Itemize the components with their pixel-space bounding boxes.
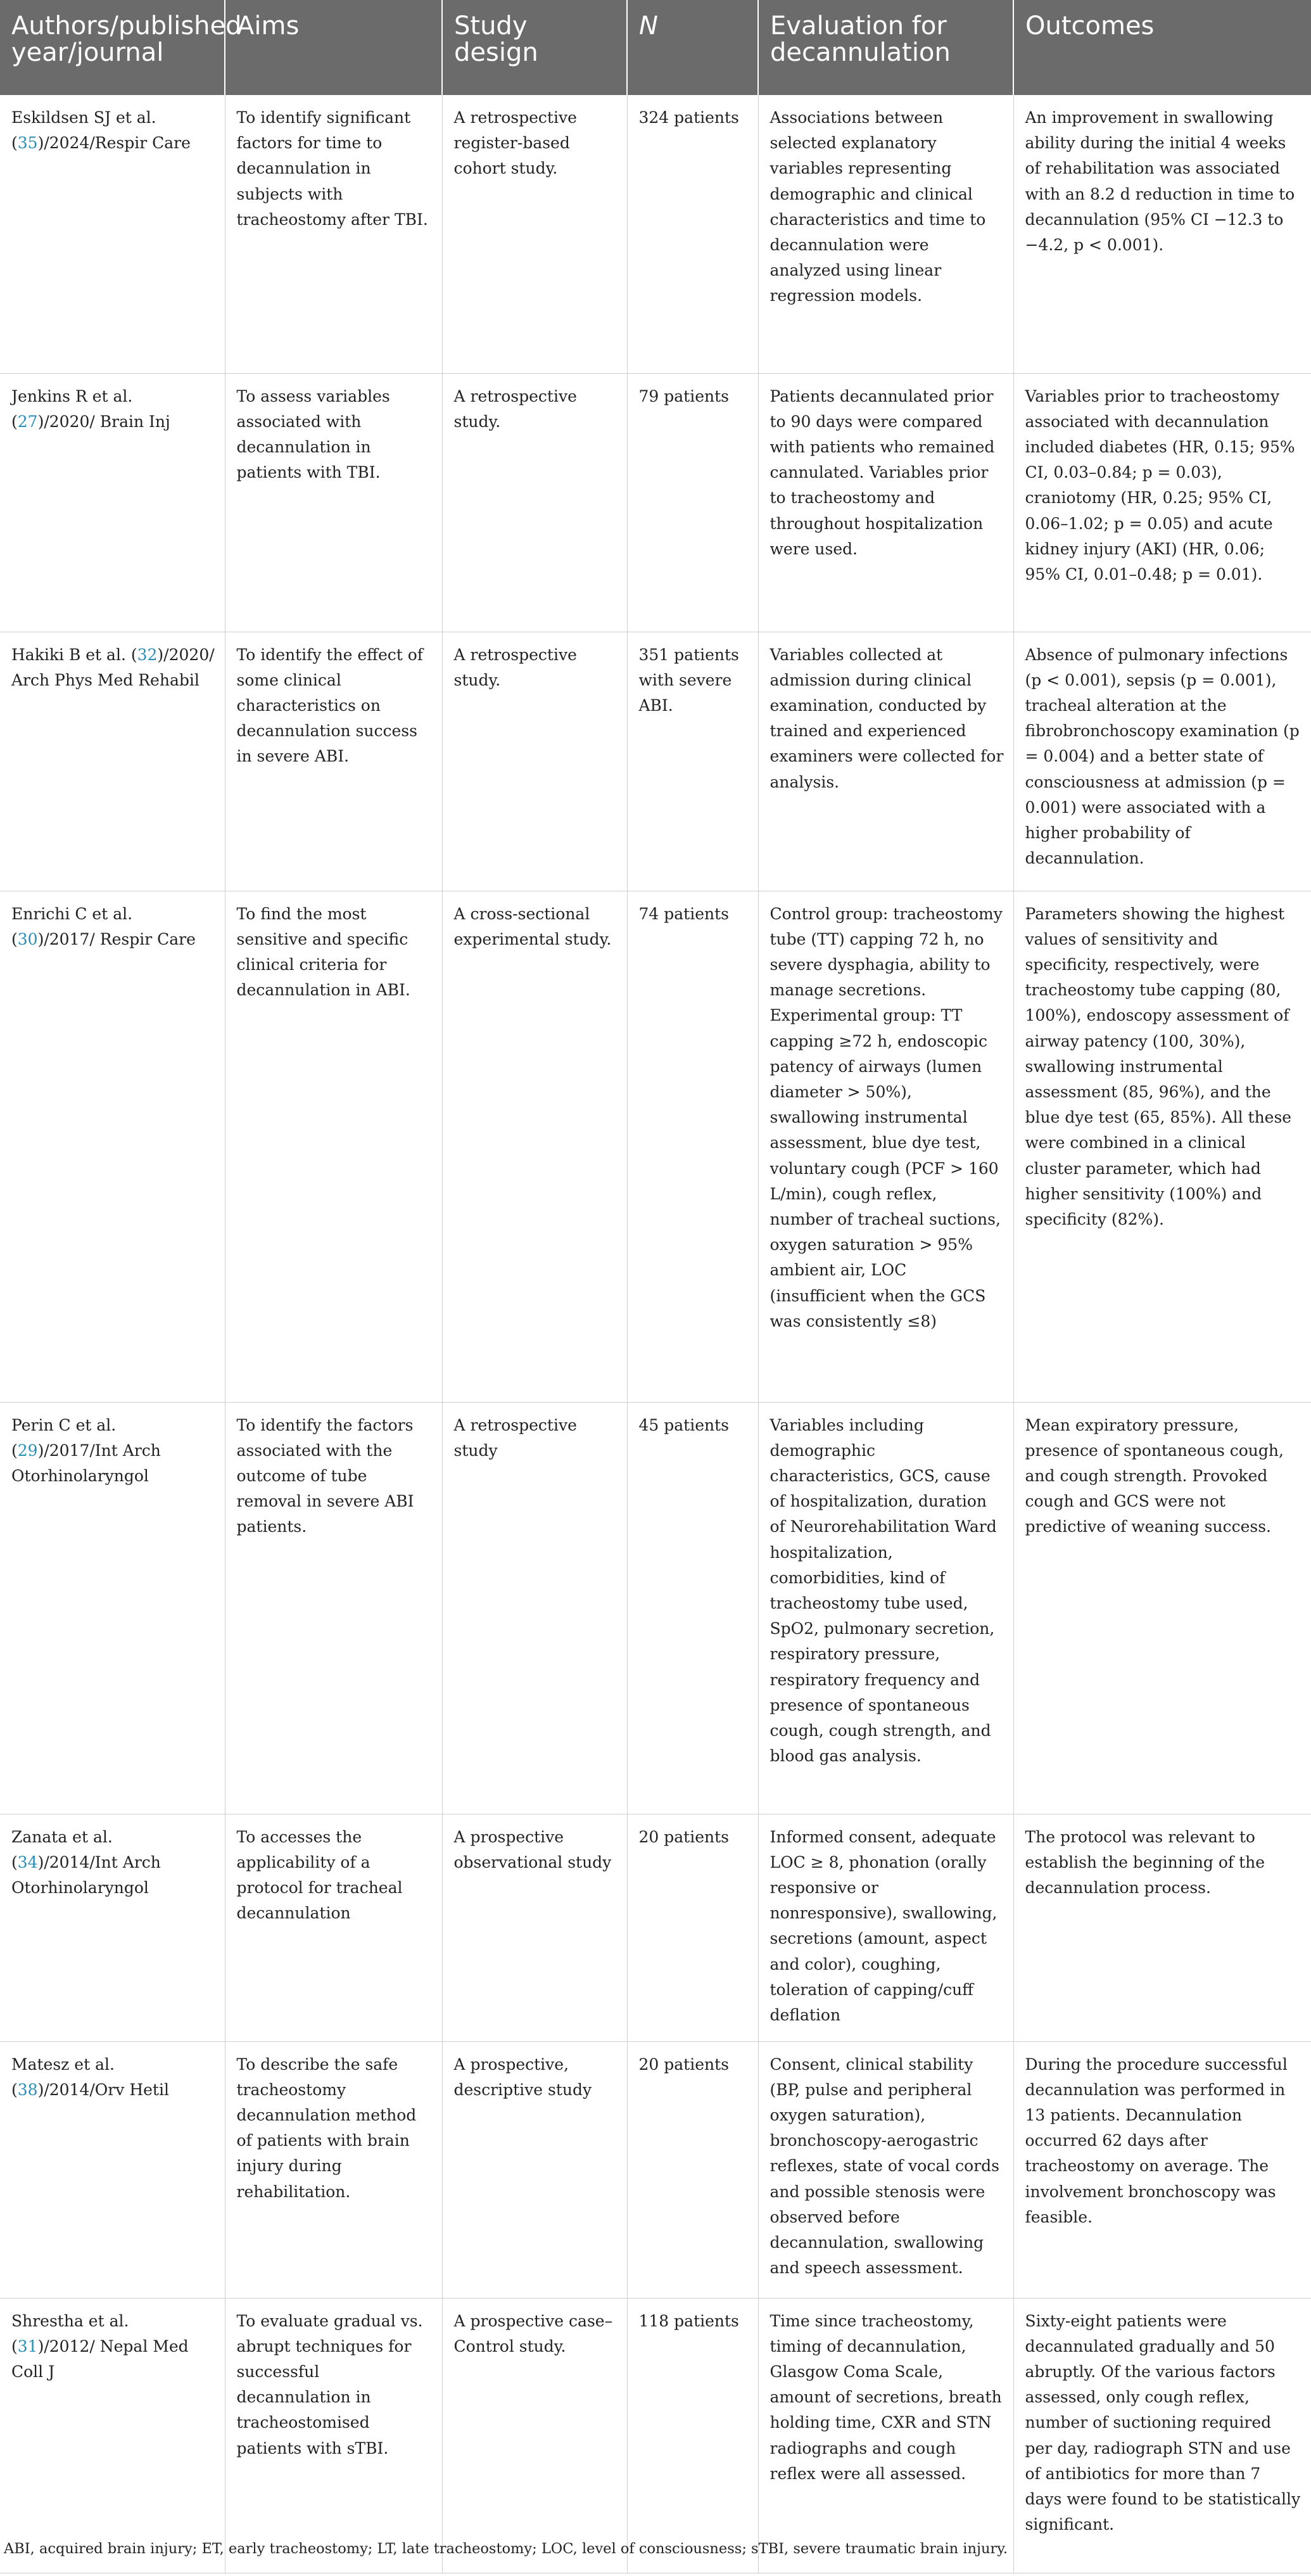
evaluation-cell: Variables including demographic characteristics, GCS, cause of hospitalization, duration of Neurorehabilitation Ward hospitalization, comorbidities, kind of tracheostomy tube used, SpO2, pulmonary secretion, respiratory pressure, respiratory frequency and presence of spontaneous cough, cough strength, and blood gas analysis. xyxy=(758,1402,1013,1814)
evaluation-cell: Variables collected at admission during clinical examination, conducted by trained and experienced examiners were collected for analysis. xyxy=(758,632,1013,891)
table-row xyxy=(0,2041,1311,2298)
reference-link[interactable]: 32 xyxy=(137,645,158,664)
aims-cell: To identify significant factors for time to decannulation in subjects with tracheostomy after TBI. xyxy=(225,95,442,373)
header-n: N xyxy=(627,0,758,95)
n-cell: 118 patients xyxy=(627,2298,758,2573)
design-cell: A retrospective register-based cohort study. xyxy=(442,95,627,373)
author-text-pre: Jenkins R et al. ( xyxy=(11,386,133,431)
author-text-post: )/2014/Orv Hetil xyxy=(37,2080,169,2099)
design-cell: A cross-sectional experimental study. xyxy=(442,891,627,1402)
reference-link[interactable]: 30 xyxy=(17,929,38,948)
author-text-pre: Zanata et al. ( xyxy=(11,1827,113,1871)
header-study-design: Study design xyxy=(442,0,627,95)
author-cell xyxy=(0,373,225,632)
author-cell xyxy=(0,2041,225,2298)
table-row xyxy=(0,2298,1311,2573)
n-cell: 74 patients xyxy=(627,891,758,1402)
outcomes-cell: Parameters showing the highest values of sensitivity and specificity, respectively, were tracheostomy tube capping (80, 100%), endoscopy assessment of airway patency (100, 30%), swallowing instrumental assessment (85, 96%), and the blue dye test (65, 85%). All these were combined in a clinical cluster parameter, which had higher sensitivity (100%) and specificity (82%). xyxy=(1013,891,1311,1402)
reference-link[interactable]: 31 xyxy=(17,2337,38,2356)
outcomes-cell: Mean expiratory pressure, presence of spontaneous cough, and cough strength. Provoked cough and GCS were not predictive of weaning success. xyxy=(1013,1402,1311,1814)
author-text-post: )/2017/Int Arch Otorhinolaryngol xyxy=(11,1441,161,1485)
table-row xyxy=(0,373,1311,632)
outcomes-cell: Variables prior to tracheostomy associated with decannulation included diabetes (HR, 0.15; 95% CI, 0.03–0.84; p = 0.03), craniotomy (HR, 0.25; 95% CI, 0.06–1.02; p = 0.05) and acute kidney injury (AKI) (HR, 0.06; 95% CI, 0.01–0.48; p = 0.01). xyxy=(1013,373,1311,632)
table-footnote: ABI, acquired brain injury; ET, early tracheostomy; LT, late tracheostomy; LOC, level of consciousness; sTBI, severe traumatic brain injury. xyxy=(4,2541,1008,2557)
outcomes-cell: During the procedure successful decannulation was performed in 13 patients. Decannulation occurred 62 days after tracheostomy on average. The involvement bronchoscopy was feasible. xyxy=(1013,2041,1311,2298)
aims-cell: To assess variables associated with decannulation in patients with TBI. xyxy=(225,373,442,632)
author-text-post: )/2020/ Arch Phys Med Rehabil xyxy=(11,645,215,689)
author-cell xyxy=(0,891,225,1402)
reference-link[interactable]: 29 xyxy=(17,1441,38,1460)
author-text-pre: Shrestha et al. ( xyxy=(11,2311,129,2356)
evaluation-cell: Control group: tracheostomy tube (TT) capping 72 h, no severe dysphagia, ability to manage secretions. Experimental group: TT capping ≥72 h, endoscopic patency of airways (lumen diameter > 50%), swallowing instrumental assessment, blue dye test, voluntary cough (PCF > 160 L/min), cough reflex, number of tracheal suctions, oxygen saturation > 95% ambient air, LOC (insufficient when the GCS was consistently ≤8) xyxy=(758,891,1013,1402)
table-row xyxy=(0,632,1311,891)
design-cell: A retrospective study. xyxy=(442,373,627,632)
author-text-pre: Perin C et al. ( xyxy=(11,1415,117,1460)
table-row xyxy=(0,891,1311,1402)
table-body xyxy=(0,95,1311,2573)
author-text-pre: Enrichi C et al. ( xyxy=(11,904,133,948)
author-text-pre: Eskildsen SJ et al. ( xyxy=(11,108,156,153)
evaluation-cell: Associations between selected explanatory variables representing demographic and clinical characteristics and time to decannulation were analyzed using linear regression models. xyxy=(758,95,1013,373)
aims-cell: To evaluate gradual vs. abrupt techniques for successful decannulation in tracheostomised patients with sTBI. xyxy=(225,2298,442,2573)
reference-link[interactable]: 38 xyxy=(17,2080,38,2099)
table-header xyxy=(0,0,1311,95)
n-cell: 324 patients xyxy=(627,95,758,373)
outcomes-cell: An improvement in swallowing ability during the initial 4 weeks of rehabilitation was associated with an 8.2 d reduction in time to decannulation (95% CI −12.3 to −4.2, p < 0.001). xyxy=(1013,95,1311,373)
header-aims: Aims xyxy=(225,0,442,95)
evaluation-cell: Consent, clinical stability (BP, pulse and peripheral oxygen saturation), bronchoscopy-aerogastric reflexes, state of vocal cords and possible stenosis were observed before decannulation, swallowing and speech assessment. xyxy=(758,2041,1013,2298)
outcomes-cell: The protocol was relevant to establish the beginning of the decannulation process. xyxy=(1013,1814,1311,2041)
author-text-post: )/2017/ Respir Care xyxy=(37,929,196,948)
reference-link[interactable]: 35 xyxy=(17,134,38,153)
header-authors: Authors/published year/journal xyxy=(0,0,225,95)
aims-cell: To accesses the applicability of a protocol for tracheal decannulation xyxy=(225,1814,442,2041)
n-cell: 45 patients xyxy=(627,1402,758,1814)
design-cell: A retrospective study xyxy=(442,1402,627,1814)
evaluation-cell: Informed consent, adequate LOC ≥ 8, phonation (orally responsive or nonresponsive), swallowing, secretions (amount, aspect and color), coughing, toleration of capping/cuff deflation xyxy=(758,1814,1013,2041)
reference-link[interactable]: 27 xyxy=(17,412,38,431)
design-cell: A prospective case–Control study. xyxy=(442,2298,627,2573)
author-cell xyxy=(0,1402,225,1814)
evaluation-cell: Time since tracheostomy, timing of decannulation, Glasgow Coma Scale, amount of secretions, breath holding time, CXR and STN radiographs and cough reflex were all assessed. xyxy=(758,2298,1013,2573)
author-text-post: )/2024/Respir Care xyxy=(37,134,191,153)
outcomes-cell: Sixty-eight patients were decannulated gradually and 50 abruptly. Of the various factors assessed, only cough reflex, number of suctioning required per day, radiograph STN and use of antibiotics for more than 7 days were found to be statistically significant. xyxy=(1013,2298,1311,2573)
aims-cell: To describe the safe tracheostomy decannulation method of patients with brain injury during rehabilitation. xyxy=(225,2041,442,2298)
n-cell: 20 patients xyxy=(627,2041,758,2298)
aims-cell: To find the most sensitive and specific clinical criteria for decannulation in ABI. xyxy=(225,891,442,1402)
header-evaluation: Evaluation for decannulation xyxy=(758,0,1013,95)
author-text-post: )/2014/Int Arch Otorhinolaryngol xyxy=(11,1852,161,1897)
author-text-post: )/2012/ Nepal Med Coll J xyxy=(11,2337,189,2381)
author-cell xyxy=(0,95,225,373)
author-cell xyxy=(0,2298,225,2573)
outcomes-cell: Absence of pulmonary infections (p < 0.001), sepsis (p = 0.001), tracheal alteration at the fibrobronchoscopy examination (p = 0.004) and a better state of consciousness at admission (p = 0.001) were associated with a higher probability of decannulation. xyxy=(1013,632,1311,891)
aims-cell: To identify the effect of some clinical characteristics on decannulation success in severe ABI. xyxy=(225,632,442,891)
reference-link[interactable]: 34 xyxy=(17,1852,38,1871)
aims-cell: To identify the factors associated with the outcome of tube removal in severe ABI patients. xyxy=(225,1402,442,1814)
author-text-pre: Hakiki B et al. ( xyxy=(11,645,137,664)
n-cell: 20 patients xyxy=(627,1814,758,2041)
design-cell: A retrospective study. xyxy=(442,632,627,891)
author-text-post: )/2020/ Brain Inj xyxy=(37,412,170,431)
table-row xyxy=(0,95,1311,373)
n-cell: 79 patients xyxy=(627,373,758,632)
table-row xyxy=(0,1814,1311,2041)
header-outcomes: Outcomes xyxy=(1013,0,1311,95)
n-cell: 351 patients with severe ABI. xyxy=(627,632,758,891)
author-cell xyxy=(0,632,225,891)
evaluation-cell: Patients decannulated prior to 90 days were compared with patients who remained cannulated. Variables prior to tracheostomy and throughout hospitalization were used. xyxy=(758,373,1013,632)
author-text-pre: Matesz et al. ( xyxy=(11,2055,115,2099)
header-row xyxy=(0,0,1311,95)
design-cell: A prospective observational study xyxy=(442,1814,627,2041)
design-cell: A prospective, descriptive study xyxy=(442,2041,627,2298)
author-cell xyxy=(0,1814,225,2041)
table-row xyxy=(0,1402,1311,1814)
